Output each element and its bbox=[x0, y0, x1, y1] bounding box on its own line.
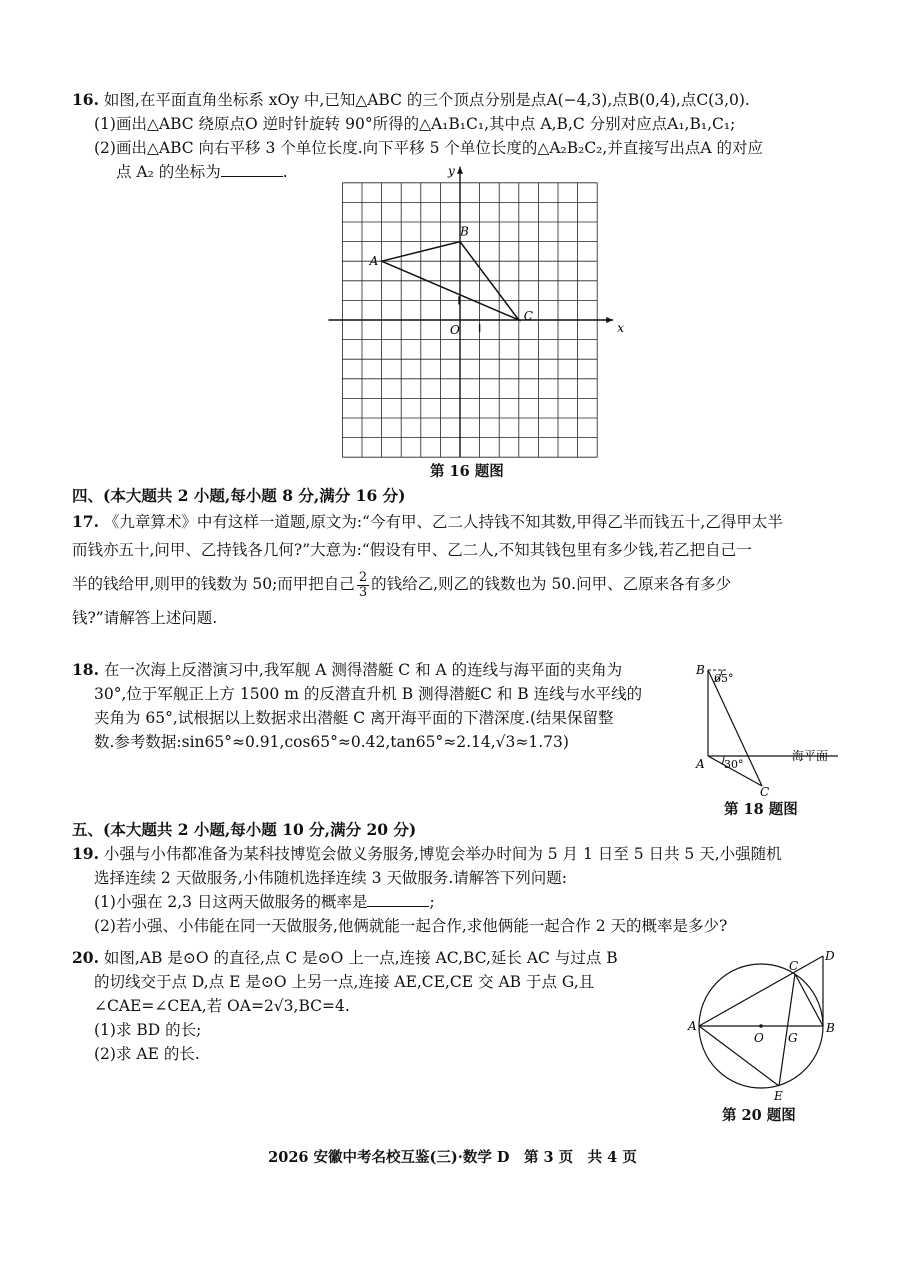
question-text: 半的钱给甲,则甲的钱数为 50;而甲把自己 bbox=[72, 575, 355, 593]
label-b: B bbox=[826, 1021, 835, 1035]
label-c: C bbox=[760, 785, 770, 799]
question-17 bbox=[72, 508, 842, 632]
label-e: E bbox=[774, 1089, 783, 1103]
question-number: 18. bbox=[72, 660, 99, 679]
question-number: 20. bbox=[72, 948, 99, 967]
question-text: (1)画出△ABC 绕原点O 逆时针旋转 90°所得的△A₁B₁C₁,其中点 A,B,C 分别对应点A₁,B₁,C₁; bbox=[94, 115, 736, 133]
question-number: 17. bbox=[72, 512, 99, 531]
question-text: 的切线交于点 D,点 E 是⊙O 上另一点,连接 AE,CE,CE 交 AB 于点 G,且 bbox=[94, 973, 595, 991]
sea-level-label: 海平面 bbox=[792, 749, 829, 763]
y-axis-label: y bbox=[448, 163, 455, 178]
figure-20 bbox=[688, 946, 848, 1106]
question-18 bbox=[72, 658, 692, 754]
section-4-heading: 四、(本大题共 2 小题,每小题 8 分,满分 16 分) bbox=[72, 486, 406, 505]
angle-30-label: 30° bbox=[724, 758, 744, 771]
vertex-label-a: A bbox=[369, 254, 379, 269]
figure-16-caption: 第 16 题图 bbox=[430, 463, 504, 480]
segment-ae bbox=[699, 1026, 779, 1086]
section-5-heading: 五、(本大题共 2 小题,每小题 10 分,满分 20 分) bbox=[72, 820, 417, 839]
question-text: 如图,AB 是⊙O 的直径,点 C 是⊙O 上一点,连接 AC,BC,延长 AC 与过点 B bbox=[103, 949, 618, 967]
vertex-label-b: B bbox=[460, 224, 469, 239]
x-axis-arrow bbox=[606, 317, 613, 323]
segment-ce bbox=[779, 974, 795, 1086]
label-o: O bbox=[754, 1031, 764, 1045]
label-g: G bbox=[788, 1031, 798, 1045]
question-text: ∠CAE=∠CEA,若 OA=2√3,BC=4. bbox=[94, 997, 350, 1015]
question-text: 如图,在平面直角坐标系 xOy 中,已知△ABC 的三个顶点分别是点A(−4,3),点B(0,4),点C(3,0). bbox=[103, 91, 750, 109]
figure-18-caption: 第 18 题图 bbox=[724, 801, 798, 818]
angle-65-label: 65° bbox=[714, 672, 734, 685]
vertex-label-c: C bbox=[523, 309, 533, 323]
origin-label: O bbox=[450, 323, 460, 337]
question-19: 19. 小强与小伟都准备为某科技博览会做义务服务,博览会举办时间为 5 月 1 日至 5 日共 5 天,小强随机 选择连续 2 天做服务,小伟随机选择连续 3 天做服务.请解答下列问题: (1)小强在 2,3 日这两天做服务的概率是 ; (2)若小强、小伟能在同一天做服务,他俩就能一起合作,求他俩能一起合作 2 天的概率是多少? bbox=[72, 842, 842, 938]
question-text: 而钱亦五十,问甲、乙持钱各几何?”大意为:“假设有甲、乙二人,不知其钱包里有多少钱,若乙把自己一 bbox=[72, 541, 752, 559]
figure-18 bbox=[688, 660, 848, 800]
segment-bc bbox=[795, 974, 823, 1026]
question-text: (2)求 AE 的长. bbox=[94, 1045, 200, 1063]
question-text: (2)画出△ABC 向右平移 3 个单位长度.向下平移 5 个单位长度的△A₂B₂C₂,并直接写出点A 的对应 bbox=[94, 139, 763, 157]
question-text: (1)求 BD 的长; bbox=[94, 1021, 202, 1039]
label-a: A bbox=[696, 757, 705, 771]
fraction bbox=[357, 571, 369, 600]
question-text: (2)若小强、小伟能在同一天做服务,他俩就能一起合作,求他俩能一起合作 2 天的概率是多少? bbox=[94, 917, 728, 935]
label-d: D bbox=[825, 949, 835, 963]
question-number: 19. bbox=[72, 844, 99, 863]
question-text: 30°,位于军舰正上方 1500 m 的反潜直升机 B 测得潜艇C 和 B 连线与水平线的 bbox=[94, 685, 643, 703]
fraction-numerator: 2 bbox=[358, 569, 368, 585]
question-text: 点 A₂ 的坐标为 bbox=[116, 163, 221, 181]
question-text: 《九章算术》中有这样一道题,原文为:“今有甲、乙二人持钱不知其数,甲得乙半而钱五十,乙得甲太半 bbox=[103, 513, 783, 531]
label-b: B bbox=[696, 663, 705, 677]
question-text: 夹角为 65°,试根据以上数据求出潜艇 C 离开海平面的下潜深度.(结果保留整 bbox=[94, 709, 614, 727]
question-text: 小强与小伟都准备为某科技博览会做义务服务,博览会举办时间为 5 月 1 日至 5 日共 5 天,小强随机 bbox=[103, 845, 782, 863]
question-number: 16. bbox=[72, 90, 99, 109]
question-text: 数.参考数据:sin65°≈0.91,cos65°≈0.42,tan65°≈2.14,√3≈1.73) bbox=[94, 733, 569, 751]
coordinate-grid-figure bbox=[330, 163, 624, 462]
question-text: 在一次海上反潜演习中,我军舰 A 测得潜艇 C 和 A 的连线与海平面的夹角为 bbox=[103, 661, 623, 679]
center-dot bbox=[759, 1024, 763, 1028]
label-c: C bbox=[789, 959, 799, 973]
page-footer: 2026 安徽中考名校互鉴(三)·数学 D 第 3 页 共 4 页 bbox=[268, 1149, 637, 1166]
x-axis-label: x bbox=[617, 321, 624, 335]
figure-20-caption: 第 20 题图 bbox=[722, 1107, 796, 1124]
answer-blank[interactable] bbox=[367, 890, 429, 907]
question-text: 的钱给乙,则乙的钱数也为 50.问甲、乙原来各有多少 bbox=[371, 575, 732, 593]
answer-blank[interactable] bbox=[221, 160, 283, 177]
question-16: 16. 如图,在平面直角坐标系 xOy 中,已知△ABC 的三个顶点分别是点A(−4,3),点B(0,4),点C(3,0). (1)画出△ABC 绕原点O 逆时针旋转 90°所得的△A₁B₁C₁,其中点 A,B,C 分别对应点A₁,B₁,C₁; (2)画出△ABC 向右平移 3 个单位长度.向下平移 5 个单位长度的△A₂B₂C₂,并直接写出点A 的对应 点 A₂ 的坐标为 . bbox=[72, 88, 842, 184]
question-text: 钱?”请解答上述问题. bbox=[72, 608, 218, 627]
label-a: A bbox=[688, 1019, 697, 1033]
question-text: (1)小强在 2,3 日这两天做服务的概率是 bbox=[94, 893, 368, 911]
question-text: 选择连续 2 天做服务,小伟随机选择连续 3 天做服务.请解答下列问题: bbox=[94, 869, 568, 887]
question-20 bbox=[72, 946, 692, 1066]
fraction-denominator: 3 bbox=[358, 584, 368, 600]
